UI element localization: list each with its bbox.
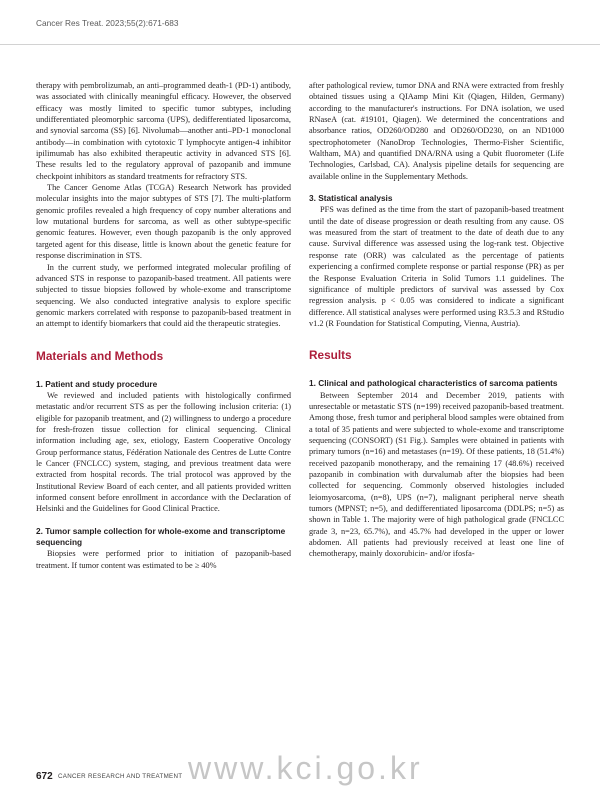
subsection-title: 3. Statistical analysis [309,193,393,204]
header-divider [0,44,600,45]
body-paragraph: The Cancer Genome Atlas (TCGA) Research Network has provided molecular insights into the major subtypes of STS [7]. The multi-platform genomic profiles revealed a high frequency of copy number alterations and low mutational burdens for sarcoma, as well as other subtype-specific genomic features. However, even though pazopanib is the only approved targeted agent for this disease, little is known about the genetic feature for response discrimination in STS. [36,183,291,261]
subsection-title: 1. Patient and study procedure [36,378,158,389]
running-head: Cancer Res Treat. 2023;55(2):671-683 [36,18,179,28]
body-paragraph: We reviewed and included patients with histologically confirmed metastatic and/or recurrent STS as per the following inclusion criteria: (1) eligible for pazopanib treatment, and (2) willingness to undergo a procedure for fresh-frozen tissue collection for clinical sequencing. Clinical information including age, sex, etiology, Eastern Cooperative Oncology Group performance status, Fédération Nationale des Centres de Lutte Contre le Cancer (FNCLCC) system, staging, and previous treatment data were extracted from hospital records. The trial protocol was approved by the Institutional Review Board of each center, and all patients provided written informed consent before enrollment in accordance with the Declaration of Helsinki and the Guidelines for Good Clinical Practice. [36,390,291,514]
footer-journal-name: CANCER RESEARCH AND TREATMENT [58,773,183,780]
subsection-title: 1. Clinical and pathological characteristics of sarcoma patients [309,378,558,389]
body-paragraph: Biopsies were performed prior to initiation of pazopanib-based treatment. If tumor content was estimated to be ≥ 40% [36,549,291,570]
page-number: 672 [36,771,53,782]
body-paragraph: after pathological review, tumor DNA and RNA were extracted from freshly obtained tissues using a QIAamp Mini Kit (Qiagen, Hilden, Germany) according to the manufacturer's instructions. For DNA isolation, we used RNaseA (cat. #19101, Qiagen). We determined the concentrations and absorbance ratios, OD260/OD280 and OD260/OD230, on an ND1000 spectrophotometer (NanoDrop Technologies, Thermo-Fisher Scientific, Waltham, MA) and quantified DNA/RNA using a Qubit fluorometer (Life Technologies, Carlsbad, CA). Analysis pipeline details for sequencing are available online in the Supplementary Methods. [309,81,564,181]
subsection-title: 2. Tumor sample collection for whole-exome and transcriptome sequencing [36,525,286,548]
body-paragraph: PFS was defined as the time from the start of pazopanib-based treatment until the date of disease progression or death resulting from any cause. OS was measured from the start of treatment to the date of death due to any cause. Survival difference was assessed using the log-rank test. Objective response rate (ORR) was calculated as the percentage of patients experiencing a confirmed complete response or partial response (PR) as per the Response Evaluation Criteria in Solid Tumors 1.1 guidelines. The significance of multiple predictors of survival was assessed by Cox regression analysis. p < 0.05 was considered to indicate a significant difference. All statistical analyses were performed using R3.5.3 and RStudio v1.2 (R Foundation for Statistical Computing, Vienna, Austria). [309,205,564,328]
watermark: www.kci.go.kr [188,750,423,786]
section-title-results: Results [309,348,352,363]
section-title-methods: Materials and Methods [36,348,164,363]
left-column [36,80,291,571]
body-paragraph: therapy with pembrolizumab, an anti–programmed death-1 (PD-1) antibody, was associated with clinically meaningful efficacy. However, the observed efficacy was mostly limited to specific tumor subtypes, including undifferentiated pleomorphic sarcoma (UPS), dedifferentiated liposarcoma, and synovial sarcoma (SS) [6]. Nivolumab—another anti–PD-1 monoclonal antibody—in combination with cytotoxic T lymphocyte antigen-4 inhibitor ipilimumab has also exhibited therapeutic activity in advanced STS [6]. These results led to the regulatory approval of pazopanib and immune checkpoint inhibitors as standard treatments for refractory STS. [36,81,291,181]
body-paragraph: Between September 2014 and December 2019, patients with unresectable or metastatic STS (n=199) received pazopanib-based treatment. Among those, fresh tumor and peripheral blood samples were obtained from a total of 35 patients and were subjected to whole-exome and transcriptome sequencing (CONSORT) (S1 Fig.). Samples were obtained in patients with primary tumors (n=16) and metastases (n=19). Of these patients, 18 (51.4%) received pazopanib monotherapy, and the remaining 17 (48.6%) received pazopanib in combination with durvalumab after the biopsies had been collected for sequencing. Commonly observed histologies included leiomyosarcoma, (n=8), UPS (n=7), malignant peripheral nerve sheath tumors (MPNST; n=5), and dedifferentiated liposarcoma (DDLPS; n=5) as shown in Table 1. The majority were of high pathological grade (FNCLCC grade 3, n=23, 65.7%), and 45.7% had developed in the upper or lower abdomen. All patients had previously received at least one line of chemotherapy, mainly doxorubicin- and/or ifosfa- [309,390,564,559]
right-column [309,80,564,560]
body-paragraph: In the current study, we performed integrated molecular profiling of advanced STS in response to pazopanib-based treatment. All patients were subjected to tissue biopsies followed by whole-exome and transcriptome sequencing. We also conducted integrative analysis to explore specific genomic markers correlated with response to pazopanib-based treatment in an attempt to identify biomarkers that could aid the therapeutic strategies. [36,262,291,329]
